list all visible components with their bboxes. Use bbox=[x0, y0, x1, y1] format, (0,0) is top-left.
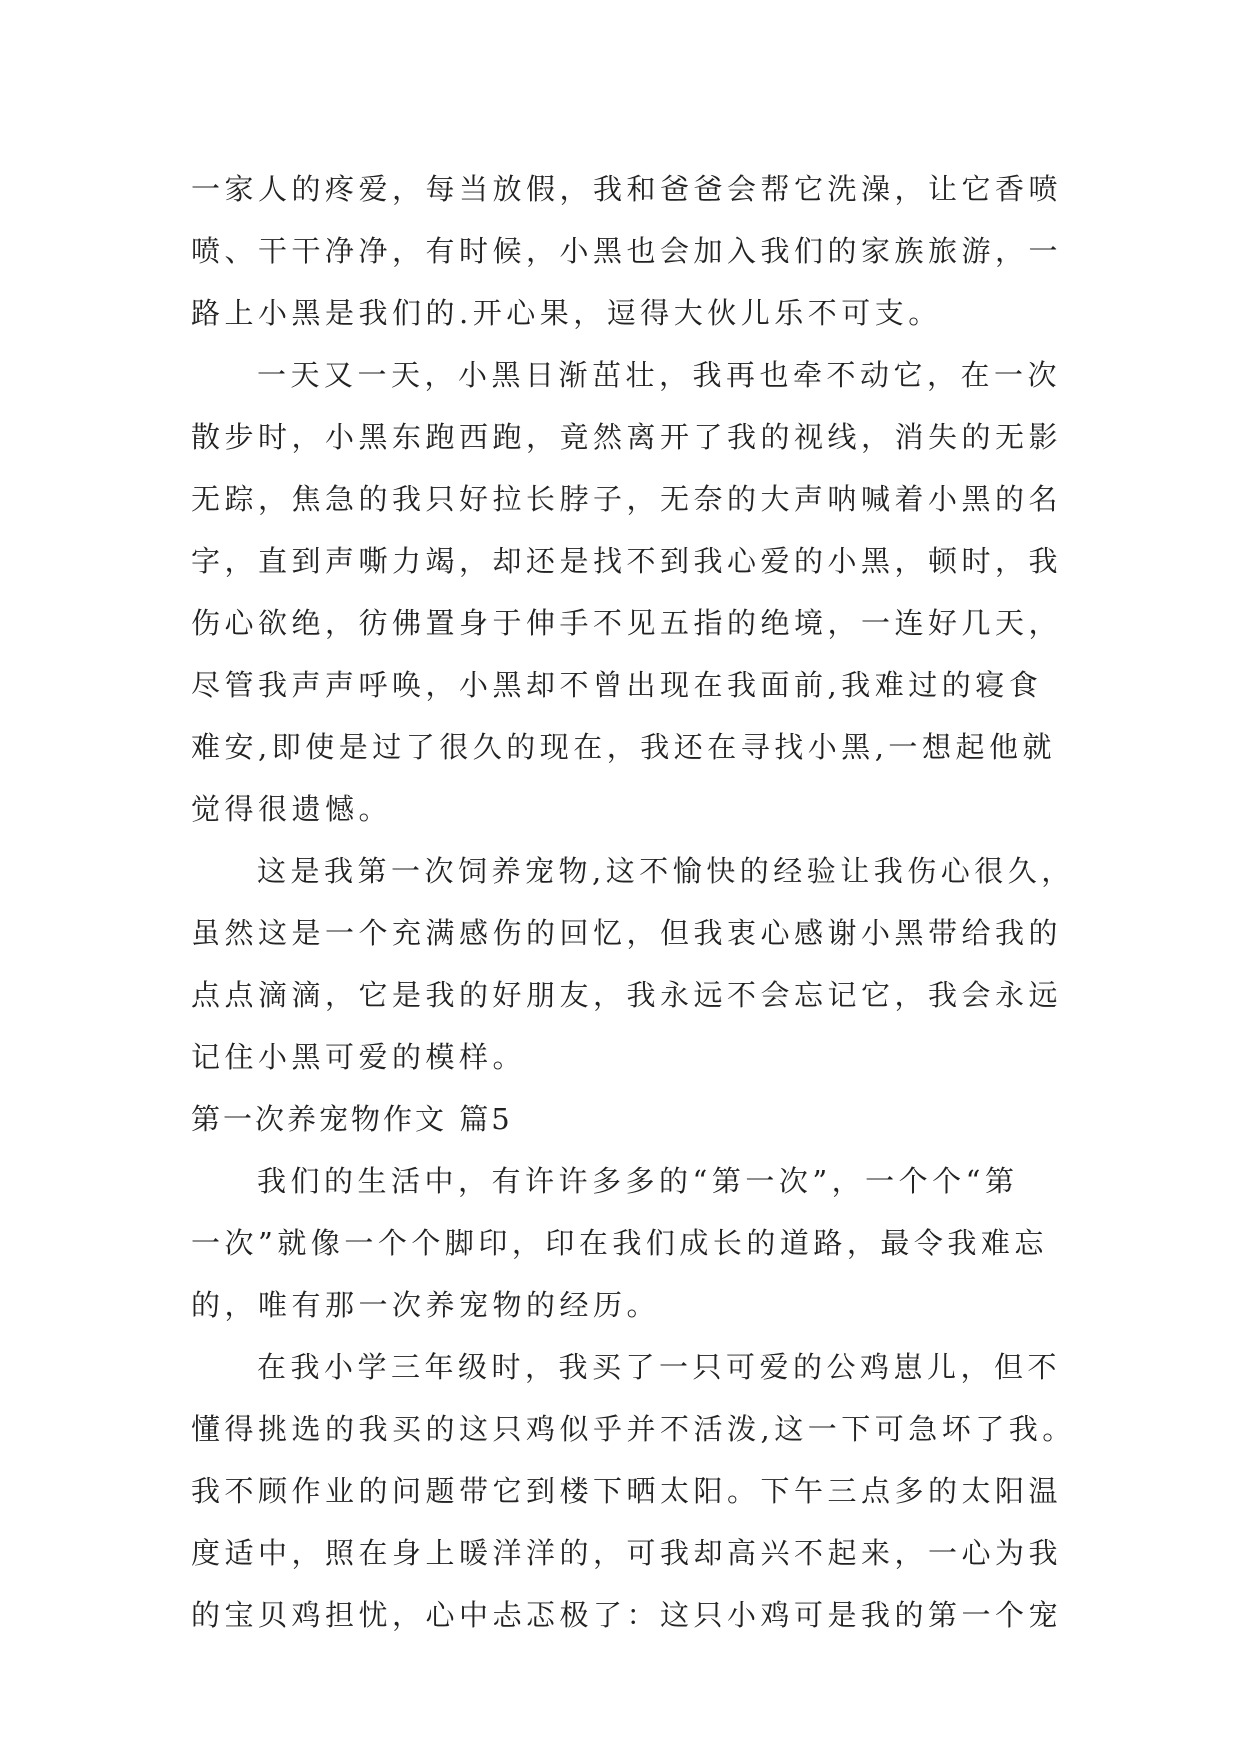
text-line: 虽然这是一个充满感伤的回忆，但我衷心感谢小黑带给我的 bbox=[191, 916, 1063, 950]
text-line: 一天又一天，小黑日渐茁壮，我再也牵不动它，在一次 bbox=[257, 358, 1062, 392]
text-line: 懂得挑选的我买的这只鸡似乎并不活泼,这一下可急坏了我。 bbox=[191, 1412, 1076, 1446]
text-line: 点点滴滴，它是我的好朋友，我永远不会忘记它，我会永远 bbox=[191, 978, 1063, 1012]
text-line: 字，直到声嘶力竭，却还是找不到我心爱的小黑，顿时，我 bbox=[191, 544, 1063, 578]
section-heading: 第一次养宠物作文 篇5 bbox=[191, 1102, 513, 1136]
text-line: 喷、干干净净，有时候，小黑也会加入我们的家族旅游，一 bbox=[191, 234, 1063, 268]
paragraph-3 bbox=[191, 840, 1075, 1088]
text-line: 的宝贝鸡担忧，心中忐忑极了：这只小鸡可是我的第一个宠 bbox=[191, 1598, 1063, 1632]
paragraph-1 bbox=[191, 158, 1063, 344]
text-line: 一家人的疼爱，每当放假，我和爸爸会帮它洗澡，让它香喷 bbox=[191, 172, 1063, 206]
paragraph-5 bbox=[191, 1336, 1076, 1646]
text-line: 在我小学三年级时，我买了一只可爱的公鸡崽儿，但不 bbox=[257, 1350, 1062, 1384]
text-line: 的，唯有那一次养宠物的经历。 bbox=[191, 1288, 661, 1322]
text-line: 难安,即使是过了很久的现在，我还在寻找小黑,一想起他就 bbox=[191, 730, 1056, 764]
text-line: 尽管我声声呼唤，小黑却不曾出现在我面前,我难过的寝食 bbox=[191, 668, 1043, 702]
text-line: 一次”就像一个个脚印，印在我们成长的道路，最令我难忘 bbox=[191, 1226, 1048, 1260]
text-line: 路上小黑是我们的.开心果，逗得大伙儿乐不可支。 bbox=[191, 296, 942, 330]
paragraph-2 bbox=[191, 344, 1063, 840]
text-line: 我们的生活中，有许许多多的“第一次”，一个个“第 bbox=[257, 1164, 1019, 1198]
text-line: 无踪，焦急的我只好拉长脖子，无奈的大声呐喊着小黑的名 bbox=[191, 482, 1063, 516]
document-page bbox=[191, 158, 1076, 1646]
text-line: 记住小黑可爱的模样。 bbox=[191, 1040, 527, 1074]
text-line: 觉得很遗憾。 bbox=[191, 792, 393, 826]
paragraph-4 bbox=[191, 1150, 1051, 1336]
text-line: 度适中，照在身上暖洋洋的，可我却高兴不起来，一心为我 bbox=[191, 1536, 1063, 1570]
text-line: 这是我第一次饲养宠物,这不愉快的经验让我伤心很久， bbox=[257, 854, 1075, 888]
text-line: 散步时，小黑东跑西跑，竟然离开了我的视线，消失的无影 bbox=[191, 420, 1063, 454]
text-line: 我不顾作业的问题带它到楼下晒太阳。下午三点多的太阳温 bbox=[191, 1474, 1063, 1508]
text-line: 伤心欲绝，彷佛置身于伸手不见五指的绝境，一连好几天， bbox=[191, 606, 1063, 640]
